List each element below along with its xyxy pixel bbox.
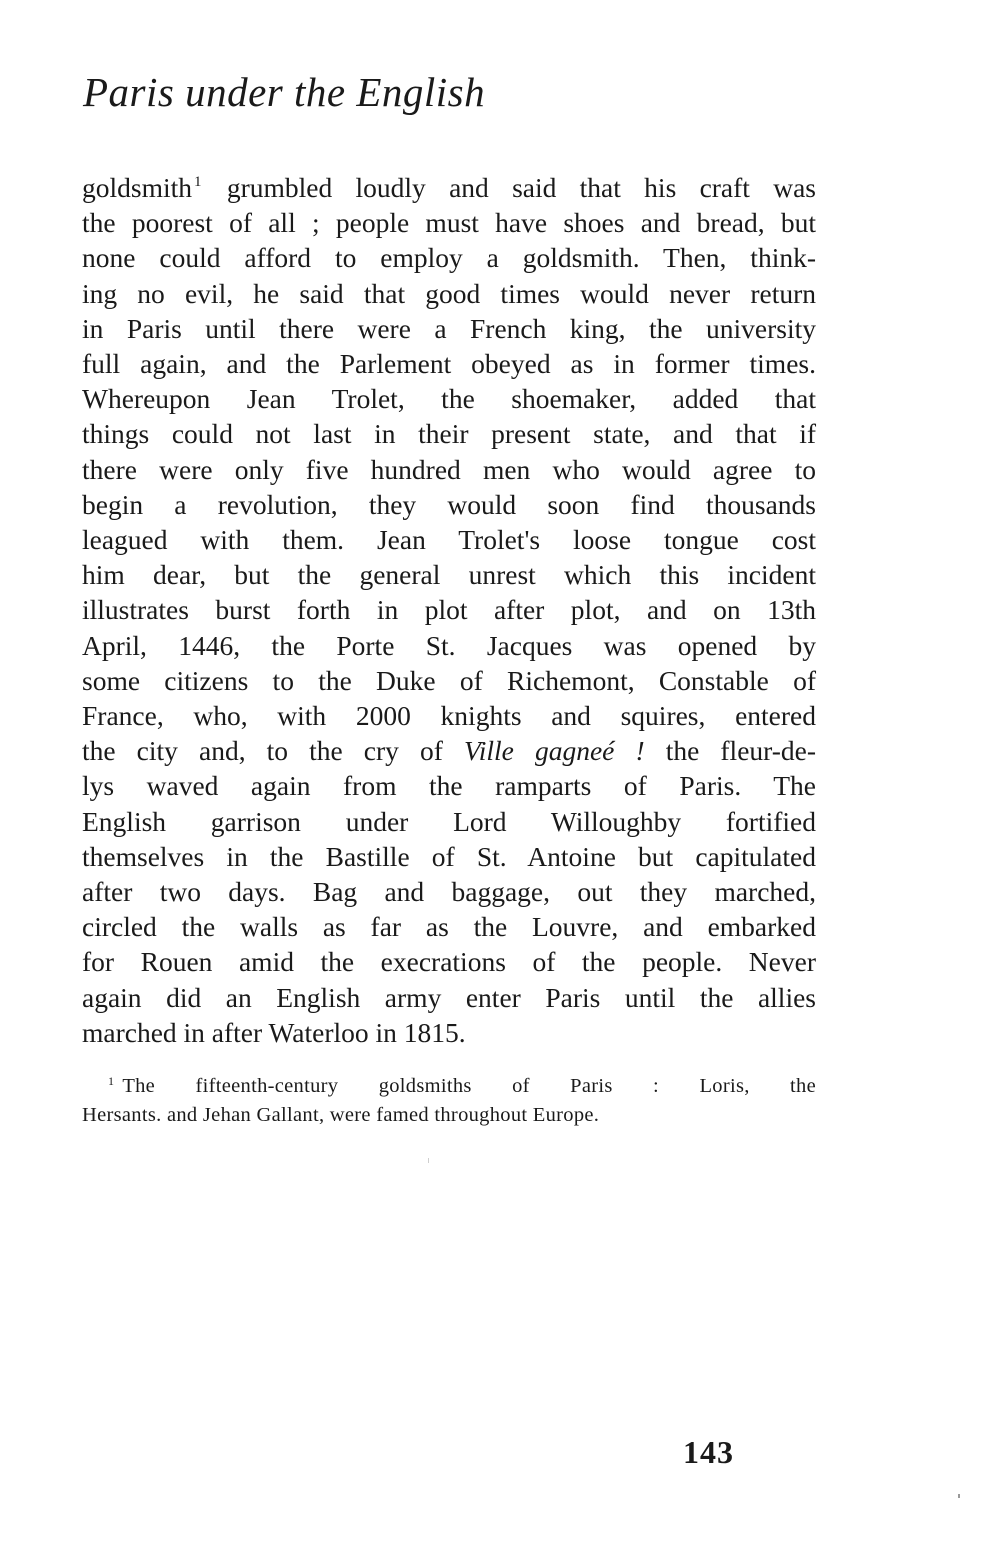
text-line: themselves in the Bastille of St. Antoine but capitulated: [82, 840, 816, 872]
text-line: after two days. Bag and baggage, out they marched,: [82, 876, 816, 908]
text-line: illustrates burst forth in plot after plot, and on 13th: [82, 594, 816, 626]
running-title: Paris under the English: [83, 69, 486, 115]
text-line: Whereupon Jean Trolet, the shoemaker, added that: [82, 383, 816, 415]
text-line: English garrison under Lord Willoughby fortified: [82, 805, 816, 837]
text-line: for Rouen amid the execrations of the people. Never: [82, 946, 816, 978]
footnote-marker: 1: [108, 1074, 115, 1088]
text-line: again did an English army enter Paris until the allies: [82, 981, 816, 1013]
text-line: there were only five hundred men who would agree to: [82, 453, 816, 485]
footnote-reference[interactable]: 1: [194, 174, 202, 190]
text-line: none could afford to employ a goldsmith. Then, think-: [82, 242, 816, 274]
italic-phrase: Ville gagneé !: [464, 735, 645, 767]
text-line: the poorest of all ; people must have shoes and bread, but: [82, 207, 816, 239]
text-line: April, 1446, the Porte St. Jacques was opened by: [82, 629, 816, 661]
print-mark: [428, 1158, 429, 1163]
footnote-text: The fifteenth-century goldsmiths of Paris : Loris, the: [122, 1075, 816, 1097]
text-line: France, who, with 2000 knights and squires, entered: [82, 700, 816, 732]
text-line: full again, and the Parlement obeyed as in former times.: [82, 348, 816, 380]
text-line: leagued with them. Jean Trolet's loose tongue cost: [82, 524, 816, 556]
footnote-line: [82, 1072, 816, 1101]
text-line: [82, 733, 816, 768]
text-line: lys waved again from the ramparts of Paris. The: [82, 770, 816, 802]
page-number: 143: [683, 1434, 734, 1470]
text-line: [82, 170, 816, 205]
body-text: [82, 170, 816, 1050]
text-line: ing no evil, he said that good times would never return: [82, 277, 816, 309]
footnote: [82, 1072, 816, 1130]
text-line: things could not last in their present state, and that if: [82, 418, 816, 450]
text-line: marched in after Waterloo in 1815.: [82, 1016, 466, 1048]
first-word: goldsmith: [82, 172, 193, 203]
text-line: begin a revolution, they would soon find thousands: [82, 488, 816, 520]
line-text: the fleur-de-: [665, 735, 817, 767]
text-line: circled the walls as far as the Louvre, and embarked: [82, 911, 816, 943]
footnote-line: Hersants. and Jehan Gallant, were famed throughout Europe.: [82, 1104, 600, 1126]
line-text: grumbled loudly and said that his craft was: [226, 172, 816, 203]
text-line: him dear, but the general unrest which this incident: [82, 559, 816, 591]
text-line: in Paris until there were a French king, the university: [82, 312, 816, 344]
text-line: some citizens to the Duke of Richemont, Constable of: [82, 664, 816, 696]
line-text: the city and, to the cry of: [82, 735, 443, 767]
print-mark: [958, 1494, 960, 1498]
